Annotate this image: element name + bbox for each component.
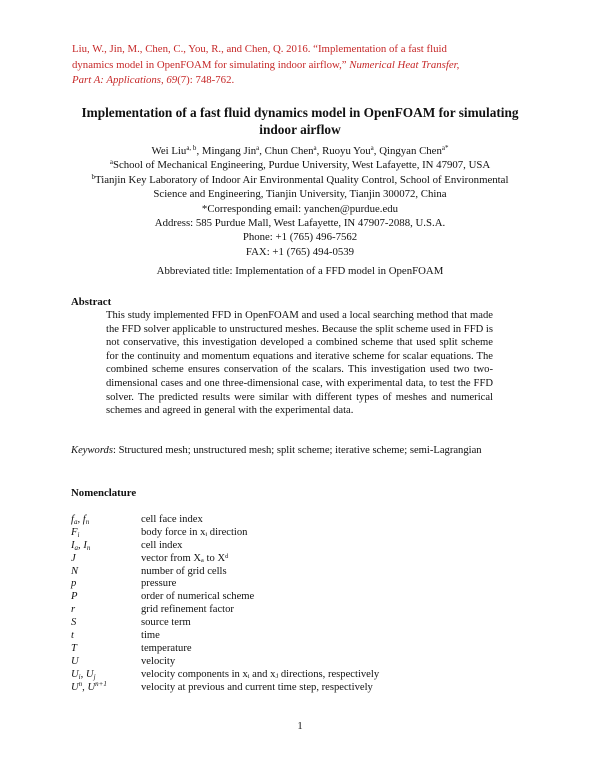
nomenclature-row: [71, 679, 531, 695]
nomenclature-definition: order of numerical scheme: [141, 591, 255, 603]
citation: Liu, W., Jin, M., Chen, C., You, R., and Chen, Q. 2016. “Implementation of a fast fluid dynamics model in OpenFOAM for simulating indoor airflow,” Numerical Heat Transfer, Part A: Applications, 69(7): 748-762.: [72, 43, 460, 86]
affiliation-b-cont: Science and Engineering, Tianjin University, Tianjin 300072, China: [153, 188, 447, 201]
phone-number: Phone: +1 (765) 496-7562: [242, 231, 358, 244]
affiliation-b: $^b$Tianjin Key Laboratory of Indoor Air Environmental Quality Control, School of Environmental: [91, 172, 509, 186]
nomenclature-symbol: r: [71, 604, 76, 616]
nomenclature-row: [71, 553, 531, 566]
nomenclature-row: [71, 630, 531, 643]
page-number: 1: [297, 721, 303, 732]
journal-name: Numerical Heat Transfer,: [349, 58, 460, 71]
nomenclature-symbol: t: [71, 630, 74, 642]
keywords-text: : Structured mesh; unstructured mesh; split scheme; iterative scheme; semi-Lagrangian: [112, 445, 482, 456]
author-affiliation-mark: a, b: [186, 144, 197, 152]
author-name: Qingyan Chen: [379, 145, 442, 157]
fax-number: FAX: +1 (765) 494-0539: [245, 245, 355, 258]
nomenclature-definition: time: [141, 630, 160, 642]
paper-title: Implementation of a fast fluid dynamics model in OpenFOAM for simulating indoor airflow: [81, 105, 519, 137]
nomenclature-row: [71, 540, 531, 553]
nomenclature-row: [71, 578, 531, 591]
abstract-heading: Abstract: [71, 296, 112, 308]
author-list: Wei Liu$^{a, b}$, Mingang Jin$^a$, Chun Chen$^a$, Ruoyu You$^a$, Qingyan Chen$^{a*}$: [151, 144, 449, 157]
nomenclature-row: [71, 566, 531, 579]
nomenclature-row: [71, 591, 531, 604]
nomenclature-symbol: $F_i$: [71, 526, 80, 539]
author-name: Chun Chen: [264, 145, 314, 157]
nomenclature-symbol: $U^n$, $U^{n+1}$: [71, 679, 107, 693]
nomenclature-definition: vector from Xₐ to Xᵈ: [141, 552, 229, 564]
nomenclature-row: [71, 604, 531, 617]
nomenclature-row: [71, 527, 531, 540]
nomenclature-symbol: N: [71, 565, 79, 577]
nomenclature-symbol: p: [71, 578, 77, 590]
nomenclature-definition: body force in xᵢ direction: [141, 526, 248, 538]
author-affiliation-mark: a: [313, 144, 317, 152]
nomenclature-row: [71, 617, 531, 630]
nomenclature-symbol: S: [71, 617, 77, 629]
nomenclature-definition: cell face index: [141, 514, 203, 525]
nomenclature-symbol: $f_a$, $f_n$: [71, 514, 90, 526]
nomenclature-definition: velocity: [141, 655, 176, 667]
nomenclature-symbol: T: [71, 642, 77, 654]
author-block: [70, 144, 530, 259]
author-affiliation-mark: a*: [441, 144, 449, 152]
nomenclature-symbol: J: [71, 552, 76, 564]
journal-part: Part A: Applications,: [72, 74, 164, 86]
nomenclature-symbol: $I_a$, $I_n$: [71, 539, 91, 552]
author-affiliation-mark: a: [370, 144, 374, 152]
nomenclature-row: [71, 643, 531, 656]
nomenclature-symbol: $U_i$, $U_j$: [71, 668, 96, 681]
abbreviated-title: Abbreviated title: Implementation of a FFD model in OpenFOAM: [156, 265, 444, 277]
affiliation-a: $^a$School of Mechanical Engineering, Purdue University, West Lafayette, IN 47907, USA: [109, 158, 491, 172]
nomenclature-definition: grid refinement factor: [141, 604, 234, 616]
nomenclature-symbol: U: [71, 655, 79, 667]
nomenclature-row: [71, 656, 531, 669]
nomenclature-definition: cell index: [141, 539, 183, 551]
nomenclature-list: [71, 514, 531, 694]
nomenclature-definition: velocity components in xᵢ and xⱼ directions, respectively: [141, 668, 380, 680]
nomenclature-definition: source term: [141, 617, 191, 629]
corresponding-email: *Corresponding email: yanchen@purdue.edu: [201, 202, 399, 215]
author-name: Ruoyu You: [322, 145, 371, 157]
nomenclature-definition: velocity at previous and current time step, respectively: [141, 681, 373, 693]
nomenclature-definition: number of grid cells: [141, 565, 227, 577]
abstract-body: This study implemented FFD in OpenFOAM and used a local searching method that made the FFD solver applicable to unstructured meshes. Because the split scheme used in FFD is not conservative, this investigation developed a combined scheme that used split scheme for the continuity and momentum equations and iterative scheme for scalar equations. The combined scheme ensures conservation of the scalars. This investigation used two two-dimensional cases and one three-dimensional case, with experimental data, to test the FFD solver. The predicted results were similar with different types of meshes and numerical schemes and agreed in general with the experimental data.: [106, 310, 493, 417]
postal-address: Address: 585 Purdue Mall, West Lafayette, IN 47907-2088, U.S.A.: [154, 217, 446, 230]
nomenclature-definition: pressure: [141, 578, 177, 590]
author-affiliation-mark: a: [256, 144, 260, 152]
author-name: Mingang Jin: [201, 145, 257, 157]
keywords-label: Keywords: [71, 445, 113, 456]
journal-volume: 69: [163, 74, 178, 86]
nomenclature-symbol: P: [71, 591, 78, 603]
keywords: [71, 445, 541, 456]
nomenclature-definition: temperature: [141, 642, 192, 654]
nomenclature-row: [71, 669, 531, 682]
author-name: Wei Liu: [151, 145, 187, 157]
nomenclature-heading: Nomenclature: [71, 487, 137, 499]
nomenclature-row: [71, 514, 531, 527]
